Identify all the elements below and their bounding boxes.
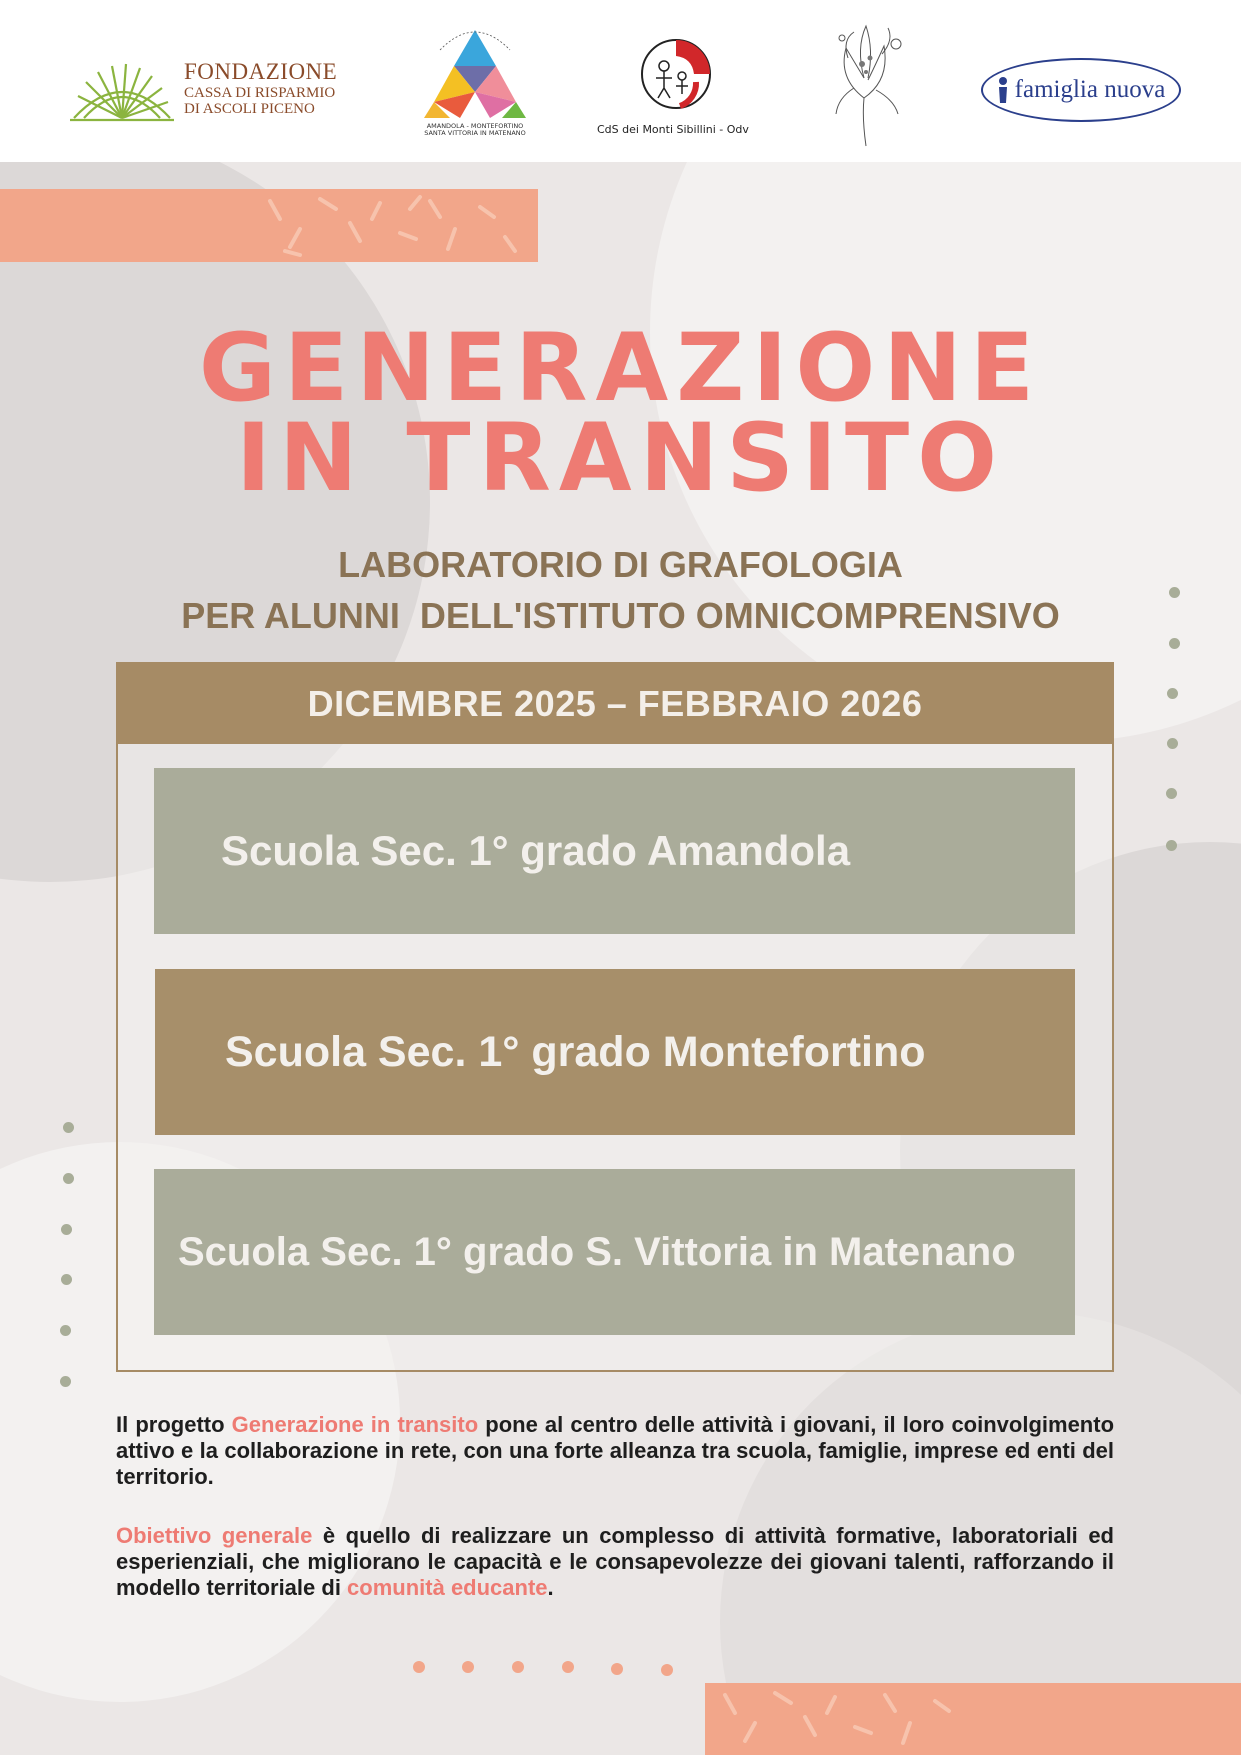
decorative-dot	[63, 1173, 74, 1184]
subtitle-line2: PER ALUNNI DELL'ISTITUTO OMNICOMPRENSIVO	[181, 595, 1060, 636]
para1-body: pone al centro delle attività i giovani, il loro coinvolgimento attivo e la collaborazione in rete, con una forte alleanza tra scuola, famiglie, imprese ed enti del territorio.	[116, 1412, 1115, 1489]
decorative-dot	[60, 1376, 71, 1387]
fondazione-line3: DI ASCOLI PICENO	[184, 101, 315, 117]
main-title-line1: GENERAZIONE	[198, 314, 1043, 423]
istituto-base-line2: SANTA VITTORIA IN MATENANO	[424, 129, 526, 137]
decorative-dot	[611, 1663, 623, 1675]
triangle-mosaic-logo	[410, 22, 540, 137]
objective-description	[116, 1523, 1114, 1601]
para2-end: .	[547, 1575, 554, 1600]
decorative-dot	[562, 1661, 574, 1673]
decorative-dot	[1169, 638, 1180, 649]
project-description	[116, 1412, 1114, 1490]
decorative-dot	[1166, 840, 1177, 851]
fondazione-logo	[66, 52, 386, 122]
decorative-dot	[63, 1122, 74, 1133]
figure-icon	[997, 76, 1009, 104]
confetti-pattern	[705, 1683, 1241, 1755]
school-santa-vittoria: Scuola Sec. 1° grado S. Vittoria in Matenano	[154, 1169, 1075, 1335]
decorative-dot	[1169, 587, 1180, 598]
decorative-dot	[512, 1661, 524, 1673]
famiglia-nuova-text: famiglia nuova	[1014, 76, 1166, 103]
decorative-dot	[61, 1224, 72, 1235]
fondazione-name: FONDAZIONE	[184, 59, 338, 84]
school-amandola: Scuola Sec. 1° grado Amandola	[154, 768, 1075, 934]
istituto-logo	[410, 22, 540, 137]
cds-circle-logo	[636, 36, 716, 116]
top-accent-bar	[0, 189, 538, 262]
fondazione-line2: CASSA DI RISPARMIO	[184, 85, 336, 101]
school-montefortino: Scuola Sec. 1° grado Montefortino	[155, 969, 1075, 1135]
decorative-dot	[413, 1661, 425, 1673]
confetti-pattern	[0, 189, 538, 262]
para2-body: è quello di realizzare un complesso di attività formative, laboratoriali ed esperienziali, che migliorano le capacità e le consapevolezze dei giovani talenti, rafforzando il modello territoriale di	[116, 1523, 1114, 1600]
famiglia-nuova-logo	[981, 58, 1181, 122]
logo-header	[0, 0, 1241, 162]
istituto-base-line1: AMANDOLA - MONTEFORTINO	[426, 122, 524, 130]
decorative-dot	[462, 1661, 474, 1673]
community-highlight: comunità educante	[347, 1575, 548, 1600]
main-title-line2: IN TRANSITO	[236, 404, 1005, 513]
decorative-dot	[1166, 788, 1177, 799]
bottom-accent-bar	[705, 1683, 1241, 1755]
decorative-dot	[661, 1664, 673, 1676]
decorative-dot	[1167, 688, 1178, 699]
project-name-highlight: Generazione in transito	[231, 1412, 479, 1437]
sketch-logo	[818, 18, 918, 148]
subtitle-line1: LABORATORIO DI GRAFOLOGIA	[338, 544, 903, 585]
para1-lead: Il progetto	[116, 1412, 232, 1437]
fan-shell-icon	[66, 56, 178, 126]
ink-sketch-logo	[818, 18, 918, 148]
cds-caption: CdS dei Monti Sibillini - Odv	[597, 123, 749, 136]
decorative-dot	[60, 1325, 71, 1336]
decorative-dot	[1167, 738, 1178, 749]
date-range: DICEMBRE 2025 – FEBBRAIO 2026	[118, 664, 1112, 744]
decorative-dot	[61, 1274, 72, 1285]
cds-logo	[636, 36, 716, 116]
objective-highlight: Obiettivo generale	[116, 1523, 313, 1548]
